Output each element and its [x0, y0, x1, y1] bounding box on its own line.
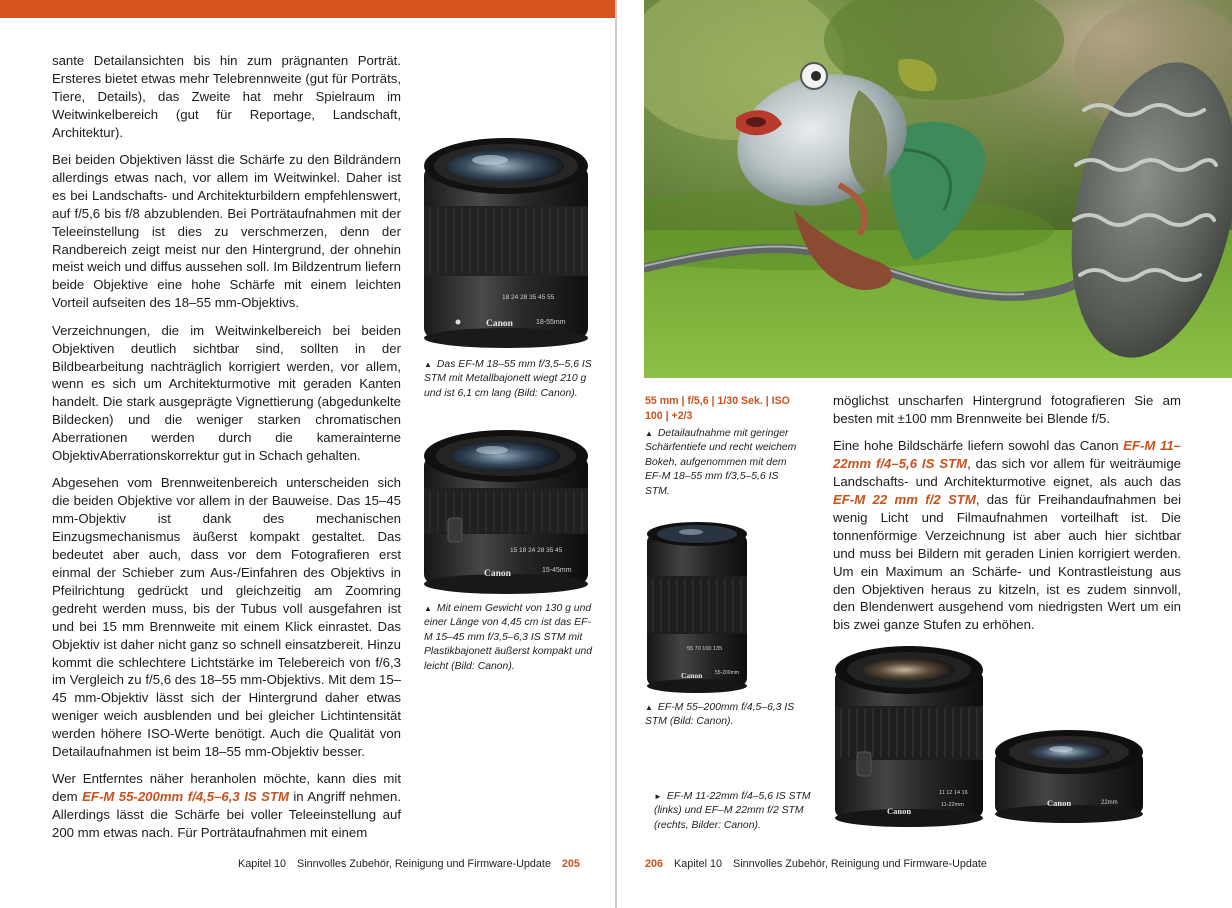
lens-ef-m-18-55-image: [418, 136, 594, 348]
canon-logo: Canon: [1047, 798, 1072, 808]
caption-text: EF-M 55–200mm f/4,5–6,3 IS STM (Bild: Canon).: [645, 702, 795, 728]
lens-link-ef-m-55-200: EF-M 55-200mm f/4,5–6,3 IS STM: [82, 789, 289, 805]
exif-info: 55 mm | f/5,6 | 1/30 Sek. | ISO 100 | +2/3: [645, 395, 790, 422]
canon-logo: Canon: [681, 671, 703, 680]
lens-model-label: 18-55mm: [536, 319, 566, 326]
page-number: 205: [561, 858, 580, 870]
text-run: in Angriff nehmen. Allerdings lässt die Schärfe bei voller Teleeinstellung auf 200 mm etwas nach. Für Porträtaufnahmen mit einem: [52, 789, 401, 841]
paragraph: Verzeichnungen, die im Weitwinkelbereich bei beiden Objektiven deutlich sichtbar sind, sollten in der Bildbearbeitung nachträglich korrigiert werden, vor allem, wenn es sich um Architekturmotive mit geraden Kanten handelt. Die stark ausgeprägte Vignettierung (abgedunkelte Bildecken) und die weniger starken chromatischen Aberrationen werden durch die kamerainterne ObjektivAberrationskorrektur gut in Schach gehalten.: [52, 322, 401, 464]
focal-scale: 18 24 28 35 45 55: [502, 294, 555, 301]
lens-ef-m-22-image: [991, 728, 1147, 826]
lens-ef-m-55-200-image: [643, 520, 751, 694]
caption-text: Mit einem Gewicht von 130 g und einer Länge von 4,45 cm ist das EF-M 15–45 mm f/3,5–6,3 IS STM mit Plastikbajonett äußerst kompakt und leicht (Bild: Canon).: [424, 603, 593, 672]
paragraph-with-lens-links: [833, 437, 1181, 634]
footer-chapter: Kapitel 10: [674, 858, 723, 870]
caption-text: EF-M 11-22mm f/4–5,6 IS STM (links) und EF–M 22mm f/2 STM (rechts, Bilder: Canon).: [654, 791, 811, 831]
caption-ef-m-18-55: [424, 358, 594, 401]
lens-ef-m-11-22-image: [831, 644, 987, 830]
lens-link-ef-m-22: EF-M 22 mm f/2 STM: [833, 492, 976, 508]
lens-model-label: 15-45mm: [542, 567, 572, 574]
paragraph-with-lens-link: [52, 770, 401, 842]
caption-ef-m-11-22-and-22: [654, 790, 822, 833]
lens-link-ef-m-11-22: EF-M 11–22mm f/4–5,6 IS STM: [833, 438, 1181, 472]
up-triangle-icon: ▲: [424, 360, 432, 369]
right-triangle-icon: ►: [654, 792, 662, 801]
up-triangle-icon: ▲: [645, 429, 653, 438]
focal-scale: 15 18 24 28 35 45: [510, 547, 563, 554]
left-body-column: [52, 52, 401, 852]
focal-scale: 55 70 100 135: [687, 646, 723, 652]
right-body-column: [833, 392, 1181, 644]
caption-text: Detailaufnahme mit geringer Schärfentiefe und recht weichem Bokeh, aufgenommen mit dem EF-M 18–55 mm f/3,5–5,6 IS STM.: [645, 428, 797, 497]
canon-logo: Canon: [484, 569, 511, 579]
right-footer: [645, 858, 995, 870]
text-run: , das sich vor allem für weiträumige Landschafts- und Architekturmotive eignet, als auch das: [833, 456, 1182, 490]
caption-ef-m-55-200: [645, 701, 810, 730]
footer-title: Sinnvolles Zubehör, Reinigung und Firmware-Update: [297, 858, 551, 870]
caption-text: Das EF-M 18–55 mm f/3,5–5,6 IS STM mit Metallbajonett wiegt 210 g und ist 6,1 cm lang (Bild: Canon).: [424, 359, 592, 399]
canon-logo: Canon: [486, 319, 513, 329]
text-run: Wer Entferntes näher heranholen möchte, kann dies mit dem: [52, 771, 401, 805]
left-footer: [238, 858, 588, 870]
text-run: , das für Freihandaufnahmen bei wenig Licht und Filmaufnahmen vorteilhaft ist. Die tonnenförmige Verzeichnung ist aber auch hier sichtbar und muss bei Bildern mit geraden Linien korrigiert werden. Um ein Maximum an Schärfe- und Kontrastleistung aus den Objektiven heraus zu kitzeln, ist es zudem sinnvoll, den Blendenwert ausgehend vom niedrigsten Wert um ein bis zwei ganze Stufen zu erhöhen.: [833, 492, 1181, 633]
footer-title: Sinnvolles Zubehör, Reinigung und Firmware-Update: [733, 858, 987, 870]
focal-scale: 11 12 14 16: [939, 790, 968, 796]
photo-caption: [645, 394, 805, 499]
canon-logo: Canon: [887, 806, 912, 816]
retract-switch: [857, 752, 871, 776]
caption-ef-m-15-45: [424, 602, 594, 674]
text-run: Eine hohe Bildschärfe liefern sowohl das Canon: [833, 438, 1124, 454]
lens-ef-m-15-45-image: [418, 428, 594, 596]
paragraph: Abgesehen vom Brennweitenbereich unterscheiden sich die beiden Objektive vor allem in der Bauweise. Das 15–45 mm-Objektiv ist dank des mechanischen Einzugsmechanismus äußerst kompakt gestaltet. Das bedeutet aber auch, dass vor dem Fotografieren erst einmal der Schieber zum Aus-/Einfahren des Objektivs in Pfeilrichtung gedrückt und gleichzeitig am Zoomring gedreht werden muss, bis der Tubus voll ausgefahren ist und bei 15 mm Brennweite mit einem Klick einrastet. Das Objektiv ist daher nicht ganz so schnell einsatzbereit. Hinzu kommt die schlechtere Lichtstärke im Telebereich von f/6,3 im Vergleich zu f/5,6 des 18–55 mm-Objektivs. Mit dem 15–45 mm-Objektiv lässt sich der Hintergrund daher etwas weniger weich ausblenden und bei gleicher Lichtintensität werden höhere ISO-Werte benötigt. Auch die Qualität von Detailaufnahmen ist beim 18–55 mm-Objektiv besser.: [52, 475, 401, 760]
page-number: 206: [645, 858, 664, 870]
up-triangle-icon: ▲: [645, 703, 653, 712]
chapter-color-bar: [0, 0, 616, 18]
footer-chapter: Kapitel 10: [238, 858, 287, 870]
lens-model-label: 22mm: [1101, 800, 1118, 806]
lens-model-label: 55-200mm: [715, 670, 739, 676]
paragraph: Bei beiden Objektiven lässt die Schärfe zu den Bildrändern allerdings etwas nach, vor allem im Weitwinkel. Daher ist es bei Landschafts- und Architekturbildern empfehlenswert, auf f/5,6 bis f/8 abzublenden. Bei Porträtaufnahmen mit der Teleeinstellung ist dies zu verschmerzen, denn der Randbereich zeigt meist nur den Hintergrund, der ohnehin meist weich und diffus aussehen soll. Im Bildzentrum liefern beide Objektive eine hohe Schärfe mit einem leichten Vorteil aufseiten des 18–55 mm-Objektivs.: [52, 152, 401, 311]
right-page: [617, 0, 1232, 908]
paragraph: sante Detailansichten bis hin zum prägnanten Porträt. Ersteres bietet etwas mehr Telebrennweite (gut für Porträts, Tiere, Details), das Zweite hat mehr Spielraum im Weitwinkelbereich (gut für Reportage, Landschaft, Architektur).: [52, 53, 401, 140]
retract-switch: [448, 518, 462, 542]
paragraph: möglichst unscharfen Hintergrund fotografieren Sie am besten mit ±100 mm Brennweite bei Blende f/5.: [833, 393, 1181, 426]
garden-fish-photo: [644, 0, 1232, 378]
up-triangle-icon: ▲: [424, 604, 432, 613]
lens-model-label: 11-22mm: [941, 802, 964, 808]
